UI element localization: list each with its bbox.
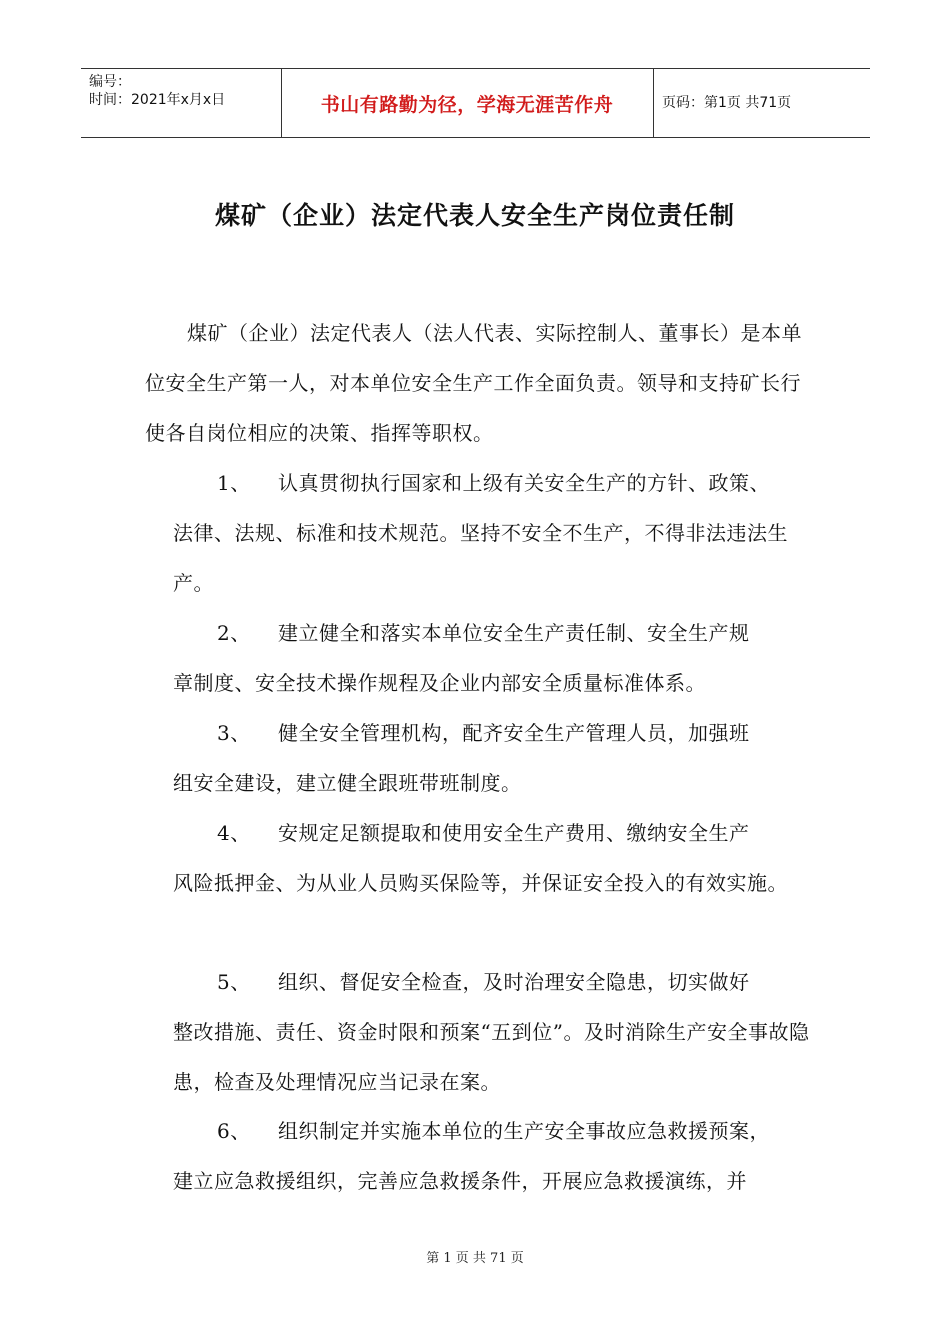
- list-item: [173, 1106, 823, 1206]
- item-number: 1、: [217, 471, 251, 495]
- header-page-cell: [654, 69, 870, 137]
- page-info: 页码：第1页 共71页: [662, 95, 792, 111]
- list-item: [173, 708, 823, 808]
- item-number: 2、: [217, 621, 251, 645]
- header-motto-cell: [281, 69, 654, 137]
- item-first-line: 组织制定并实施本单位的生产安全事故应急救援预案，: [278, 1119, 770, 1143]
- list-item: [173, 458, 823, 608]
- document-header: [81, 68, 870, 138]
- item-number: 5、: [217, 970, 251, 994]
- number-label: 编号：: [89, 74, 131, 90]
- item-first-line: 建立健全和落实本单位安全生产责任制、安全生产规: [278, 621, 750, 645]
- motto-text: 书山有路勤为径，学海无涯苦作舟: [320, 93, 614, 116]
- document-title: 煤矿（企业）法定代表人安全生产岗位责任制: [214, 201, 735, 230]
- header-meta-cell: [81, 69, 282, 137]
- item-rest: 风险抵押金、为从业人员购买保险等，并保证安全投入的有效实施。: [173, 871, 788, 895]
- item-rest: 整改措施、责任、资金时限和预案“五到位”。及时消除生产安全事故隐患，检查及处理情况应当记录在案。: [173, 1020, 810, 1094]
- item-first-line: 认真贯彻执行国家和上级有关安全生产的方针、政策、: [278, 471, 770, 495]
- item-rest: 法律、法规、标准和技术规范。坚持不安全不生产，不得非法违法生产。: [173, 521, 788, 595]
- item-first-line: 健全安全管理机构，配齐安全生产管理人员，加强班: [278, 721, 750, 745]
- item-rest: 章制度、安全技术操作规程及企业内部安全质量标准体系。: [173, 671, 706, 695]
- item-number: 4、: [217, 821, 251, 845]
- intro-paragraph: 煤矿（企业）法定代表人（法人代表、实际控制人、董事长）是本单位安全生产第一人，对本单位安全生产工作全面负责。领导和支持矿长行使各自岗位相应的决策、指挥等职权。: [145, 321, 802, 445]
- item-rest: 建立应急救援组织，完善应急救援条件，开展应急救援演练，并: [173, 1169, 747, 1193]
- list-item: [173, 957, 823, 1107]
- item-number: 3、: [217, 721, 251, 745]
- item-first-line: 安规定足额提取和使用安全生产费用、缴纳安全生产: [278, 821, 750, 845]
- list-item: [173, 808, 823, 908]
- item-first-line: 组织、督促安全检查，及时治理安全隐患，切实做好: [278, 970, 750, 994]
- item-rest: 组安全建设，建立健全跟班带班制度。: [173, 771, 522, 795]
- time-label: 时间：2021年x月x日: [89, 92, 226, 108]
- page-footer: 第 1 页 共 71 页: [426, 1251, 524, 1266]
- list-item: [173, 608, 823, 708]
- item-number: 6、: [217, 1119, 251, 1143]
